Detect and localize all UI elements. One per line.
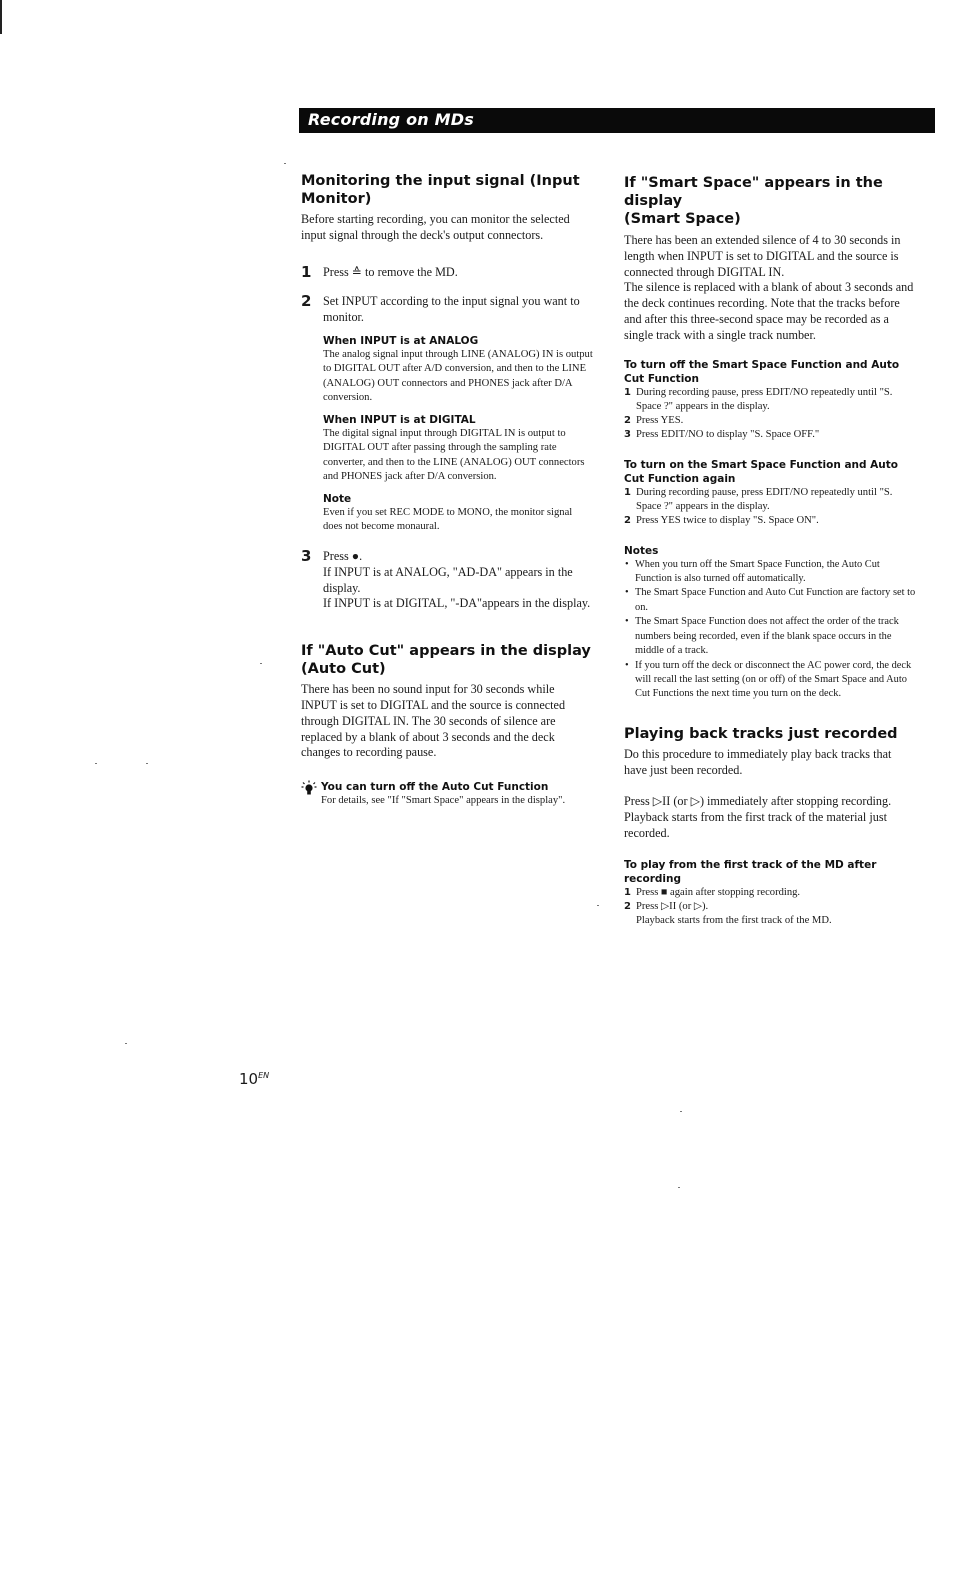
list-item: 2 Press YES twice to display "S. Space ON". [624, 515, 819, 527]
list-item: • The Smart Space Function and Auto Cut Function are factory set to on. [624, 586, 916, 615]
digital-text: The digital signal input through DIGITAL IN is output to DIGITAL OUT after passing through the sampling rate converter, and then to the LINE (ANALOG) OUT connectors and PHONES jack after D/A conversion. [323, 427, 585, 483]
tip-heading: You can turn off the Auto Cut Function [321, 781, 549, 794]
analog-heading: When INPUT is at ANALOG [323, 334, 479, 347]
list-item: 1 Press ■ again after stopping recording. [624, 886, 801, 898]
scan-speck [284, 163, 286, 164]
page-number-suffix: EN [258, 1071, 270, 1080]
list-item: • The Smart Space Function does not affect the order of the track numbers being recorded, even if the blank space occurs in the middle of a track. [624, 615, 916, 658]
step-3 [301, 546, 593, 612]
notes-list [624, 558, 916, 702]
step-3-line2: If INPUT is at ANALOG, "AD-DA" appears in the display. [323, 564, 573, 595]
playback-heading: Playing back tracks just recorded [624, 725, 898, 742]
step-3-line1: Press ●. [323, 548, 363, 563]
monitor-intro: Before starting recording, you can monitor the selected input signal through the deck's output connectors. [301, 212, 570, 242]
digital-block [301, 413, 593, 485]
step-1-text: Press ≙ to remove the MD. [323, 264, 458, 279]
step-1 [301, 262, 593, 281]
scan-speck [597, 905, 599, 906]
scan-speck [678, 1187, 680, 1188]
digital-heading: When INPUT is at DIGITAL [323, 413, 476, 426]
smart-text1: There has been an extended silence of 4 to 30 seconds in length when INPUT is set to DIGITAL and the source is connected through DIGITAL IN. [624, 233, 901, 279]
list-item: • When you turn off the Smart Space Function, the Auto Cut Function is also turned off automatically. [624, 558, 916, 587]
note-text: Even if you set REC MODE to MONO, the monitor signal does not become monaural. [323, 506, 573, 533]
step-3-line3: If INPUT is at DIGITAL, "-DA"appears in the display. [323, 596, 591, 611]
page-edge-mark [0, 0, 2, 34]
list-item: 1 During recording pause, press EDIT/NO repeatedly until "S. Space ?" appears in the display. [624, 486, 893, 513]
smart-off-steps [624, 386, 916, 443]
scan-speck [260, 663, 262, 664]
playback-result: Playback starts from the first track of the material just recorded. [624, 810, 887, 840]
step-2-number: 2 [301, 292, 312, 311]
notes-heading: Notes [624, 544, 659, 557]
autocut-heading-line2: (Auto Cut) [301, 661, 386, 678]
first-track-heading: To play from the first track of the MD after recording [624, 858, 877, 885]
right-column [624, 174, 916, 929]
list-item: 3 Press EDIT/NO to display "S. Space OFF." [624, 429, 820, 441]
step-3-number: 3 [301, 546, 312, 565]
page-number [239, 1070, 269, 1088]
banner-title: Recording on MDs [308, 110, 474, 129]
lightbulb-icon [301, 780, 319, 799]
section-banner [299, 108, 935, 133]
autocut-heading-line1: If "Auto Cut" appears in the display [301, 643, 591, 660]
page-number-value: 10 [239, 1070, 259, 1088]
first-track-steps [624, 886, 916, 915]
scan-speck [125, 1043, 127, 1044]
playback-intro: Do this procedure to immediately play back tracks that have just been recorded. [624, 746, 892, 777]
step-2 [301, 294, 593, 326]
smart-on-steps [624, 486, 916, 529]
smart-text2: The silence is replaced with a blank of about 3 seconds and the deck continues recording. Note that the tracks before and after this three-second space may be recorded as a single track with a single track number. [624, 280, 914, 342]
monitor-heading: Monitoring the input signal (Input Monitor) [301, 173, 580, 207]
list-item: 2 Press ▷II (or ▷). [624, 901, 709, 912]
scan-speck [146, 763, 148, 764]
scan-speck [680, 1111, 682, 1112]
step-2-text: Set INPUT according to the input signal you want to monitor. [323, 294, 580, 325]
note-block [301, 492, 593, 535]
smart-heading-line1: If "Smart Space" appears in the display [624, 175, 883, 209]
scan-speck [95, 763, 97, 764]
autocut-tip [301, 780, 593, 809]
analog-text: The analog signal input through LINE (ANALOG) IN is output to DIGITAL OUT after A/D conversion, and then to the LINE (ANALOG) OUT connectors and PHONES jack after D/A conversion. [323, 348, 593, 404]
autocut-text: There has been no sound input for 30 seconds while INPUT is set to DIGITAL and the source is connected through DIGITAL IN. The 30 seconds of silence are replaced by a blank of about 3 seconds and the deck changes to recording pause. [301, 682, 566, 760]
tip-text: For details, see "If "Smart Space" appears in the display". [321, 795, 566, 807]
list-item: 2 Press YES. [624, 415, 684, 427]
analog-block [301, 334, 593, 406]
left-column [301, 172, 593, 809]
note-heading: Note [323, 492, 352, 505]
smart-off-heading: To turn off the Smart Space Function and Auto Cut Function [624, 358, 900, 385]
smart-heading-line2: (Smart Space) [624, 211, 741, 227]
first-track-result: Playback starts from the first track of the MD. [636, 915, 832, 927]
step-1-number: 1 [301, 262, 312, 281]
list-item: • If you turn off the deck or disconnect the AC power cord, the deck will recall the last setting (on or off) of the Smart Space and Auto Cut Functions the next time you turn on the deck. [624, 659, 916, 702]
playback-press: Press ▷II (or ▷) immediately after stopping recording. [624, 794, 892, 809]
smart-on-heading: To turn on the Smart Space Function and Auto Cut Function again [624, 458, 899, 485]
list-item: 1 During recording pause, press EDIT/NO repeatedly until "S. Space ?" appears in the display. [624, 386, 893, 412]
